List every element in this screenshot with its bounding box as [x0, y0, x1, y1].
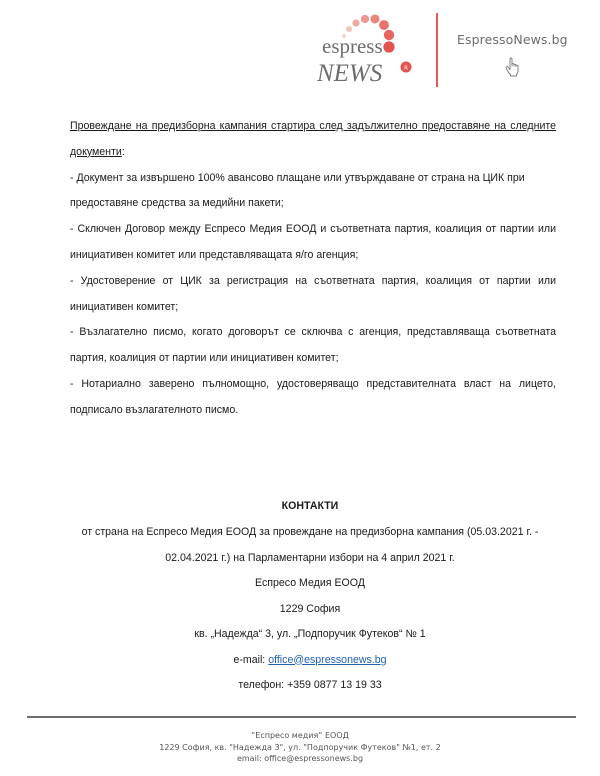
contacts-description-line: от страна на Еспресо Медия ЕООД за провеждане на предизборна кампания (05.03.2021 г. -	[81, 526, 539, 538]
logo-dot	[379, 20, 389, 30]
requirement-line: - Възлагателно писмо, когато договорът се сключва с агенция, представляваща съответната	[70, 326, 556, 339]
site-link[interactable]: EspressoNews.bg	[457, 32, 568, 47]
footer-address: 1229 София, кв. "Надежда 3", ул. "Подпоручик Футеков" №1, ет. 2	[159, 742, 441, 752]
registered-mark: R	[404, 65, 408, 72]
requirement-item	[70, 372, 556, 424]
intro-underlined-text: Провеждане на предизборна кампания стартира след задължително предоставяне на следните документи	[70, 120, 556, 158]
requirement-line: партия, коалиция от партии или инициативен комитет;	[70, 352, 339, 365]
requirement-line: инициативен комитет;	[70, 300, 179, 313]
logo-dot	[383, 41, 394, 52]
requirement-line: - Удостоверение от ЦИК за регистрация на съответната партия, коалиция от партии или	[70, 274, 556, 287]
intro-paragraph	[70, 114, 556, 166]
requirement-item	[70, 217, 556, 269]
email-row	[60, 648, 560, 674]
company-address: кв. „Надежда“ 3, ул. „Подпоручик Футеков“ № 1	[194, 628, 426, 640]
requirement-line: инициативен комитет или представляващата я/го агенция;	[70, 248, 359, 261]
logo-graphic	[316, 8, 426, 90]
requirement-line: подписало възлагателното писмо.	[70, 403, 239, 416]
footer-divider	[27, 716, 576, 718]
contacts-title: КОНТАКТИ	[281, 500, 339, 512]
logo-dot	[352, 19, 359, 26]
logo-dot	[346, 26, 352, 32]
logo-word-espress: espress	[322, 34, 383, 58]
email-label: e-mail:	[233, 653, 269, 666]
logo-dot	[384, 30, 394, 40]
logo-dot	[361, 15, 369, 23]
requirement-line: предоставяне средства за медийни пакети;	[70, 197, 284, 210]
requirement-line: - Нотариално заверено пълномощно, удостоверяващо представителната власт на лицето,	[70, 377, 556, 390]
hand-pointer-icon	[505, 57, 521, 77]
footer-email: email: office@espressonews.bg	[236, 754, 364, 763]
requirements-section	[70, 114, 556, 424]
intro-colon: :	[121, 145, 125, 158]
header-divider	[436, 13, 438, 87]
contacts-section	[60, 493, 560, 699]
requirement-line: - Документ за извършено 100% авансово плащане или утвърждаване от страна на ЦИК при	[70, 171, 525, 184]
logo-dot	[371, 15, 380, 24]
logo-word-news: NEWS	[317, 60, 383, 87]
requirement-item	[70, 269, 556, 321]
company-name: Еспресо Медия ЕООД	[255, 577, 365, 589]
page-footer	[0, 730, 600, 765]
email-link[interactable]: office@espressonews.bg	[268, 653, 387, 666]
footer-company: “Еспресо медия” ЕООД	[251, 731, 349, 740]
espresso-news-logo	[316, 8, 426, 90]
requirement-line: - Сключен Договор между Еспресо Медия ЕООД и съответната партия, коалиция от партии или	[70, 223, 556, 236]
requirement-item	[70, 320, 556, 372]
company-city: 1229 София	[279, 602, 341, 615]
contacts-description-line: 02.04.2021 г.) на Парламентарни избори на 4 април 2021 г.	[165, 551, 455, 564]
phone-row: телефон: +359 0877 13 19 33	[238, 679, 382, 691]
requirement-item	[70, 166, 556, 218]
